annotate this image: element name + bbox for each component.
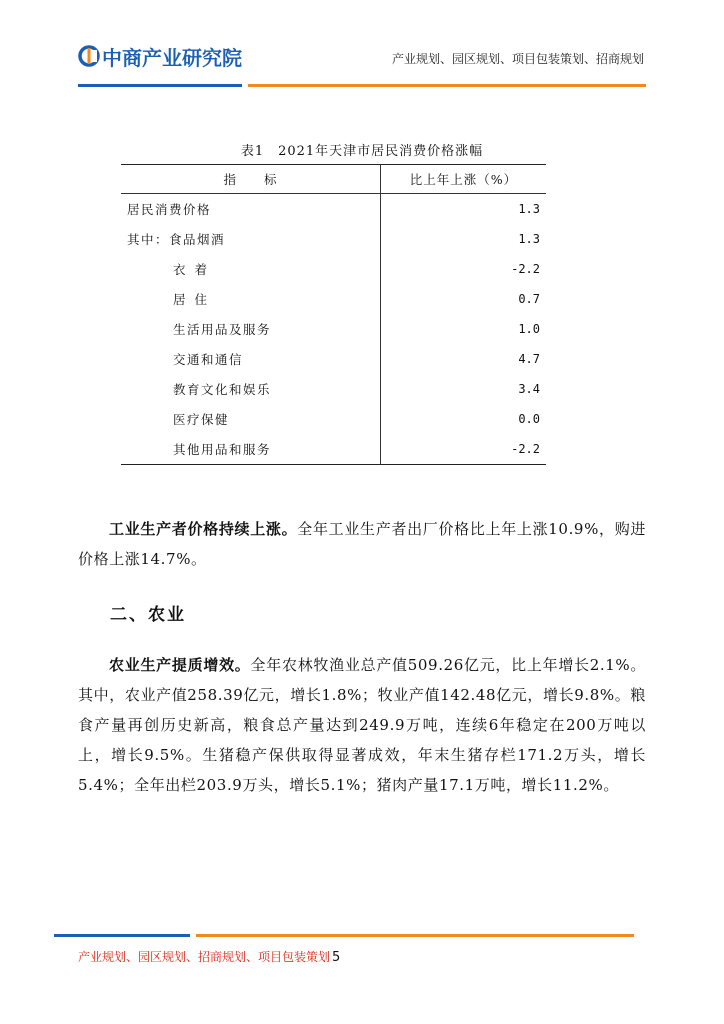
page-number: 5	[332, 950, 341, 965]
table-header-row	[121, 165, 546, 194]
header-rule-blue	[78, 84, 242, 87]
row-value: -2.2	[511, 262, 540, 276]
row-name: 其他用品和服务	[121, 434, 381, 465]
row-value: 0.7	[518, 292, 540, 306]
footer-tagline: 产业规划、园区规划、招商规划、项目包装策划	[78, 950, 331, 964]
row-name: 交通和通信	[121, 344, 381, 374]
paragraph-agriculture	[78, 650, 646, 800]
table-row	[121, 344, 546, 374]
header-tagline: 产业规划、园区规划、项目包装策划、招商规划	[391, 52, 644, 66]
row-value: 0.0	[518, 412, 540, 426]
row-name: 居住	[121, 284, 381, 314]
table-row	[121, 374, 546, 404]
footer-rule-orange	[196, 934, 634, 937]
column-header-indicator: 指 标	[121, 165, 381, 194]
paragraph-text: 全年工业生产者出厂价格比上年上涨10.9%，购进价格上涨14.7%。	[78, 520, 646, 568]
cpi-table	[121, 164, 546, 465]
paragraph-lead: 农业生产提质增效。	[109, 656, 251, 674]
row-name: 居民消费价格	[121, 194, 381, 225]
footer-rule-blue	[54, 934, 190, 937]
row-value: 4.7	[518, 352, 540, 366]
section-heading: 二、农业	[110, 605, 186, 625]
row-name: 教育文化和娱乐	[121, 374, 381, 404]
row-value: -2.2	[511, 442, 540, 456]
table-caption: 表1 2021年天津市居民消费价格涨幅	[240, 144, 484, 159]
paragraph-industrial-prices	[78, 514, 646, 574]
row-name: 生活用品及服务	[121, 314, 381, 344]
row-value: 3.4	[518, 382, 540, 396]
table-row	[121, 314, 546, 344]
paragraph-text: 全年农林牧渔业总产值509.26亿元，比上年增长2.1%。其中，农业产值258.39亿元，增长1.8%；牧业产值142.48亿元，增长9.8%。粮食产量再创历史新高，粮食总产量达到249.9万吨，连续6年稳定在200万吨以上，增长9.5%。生猪稳产保供取得显著成效，年末生猪存栏171.2万头，增长5.4%；全年出栏203.9万头，增长5.1%；猪肉产量17.1万吨，增长11.2%。	[78, 656, 647, 794]
table-row	[121, 434, 546, 465]
company-logo	[78, 42, 242, 70]
footer	[78, 948, 340, 965]
table-row	[121, 284, 546, 314]
row-value: 1.0	[518, 322, 540, 336]
row-value: 1.3	[518, 202, 540, 216]
table-row	[121, 404, 546, 434]
row-name: 医疗保健	[121, 404, 381, 434]
row-name: 衣着	[121, 254, 381, 284]
table-row	[121, 224, 546, 254]
table-row	[121, 194, 546, 225]
logo-text: 中商产业研究院	[102, 45, 242, 70]
table-row	[121, 254, 546, 284]
paragraph-lead: 工业生产者价格持续上涨。	[109, 520, 298, 538]
row-value: 1.3	[518, 232, 540, 246]
row-name: 其中：食品烟酒	[121, 224, 381, 254]
column-header-change: 比上年上涨（%）	[381, 165, 547, 194]
header-rule-orange	[248, 84, 646, 87]
logo-mark-icon	[78, 45, 100, 67]
